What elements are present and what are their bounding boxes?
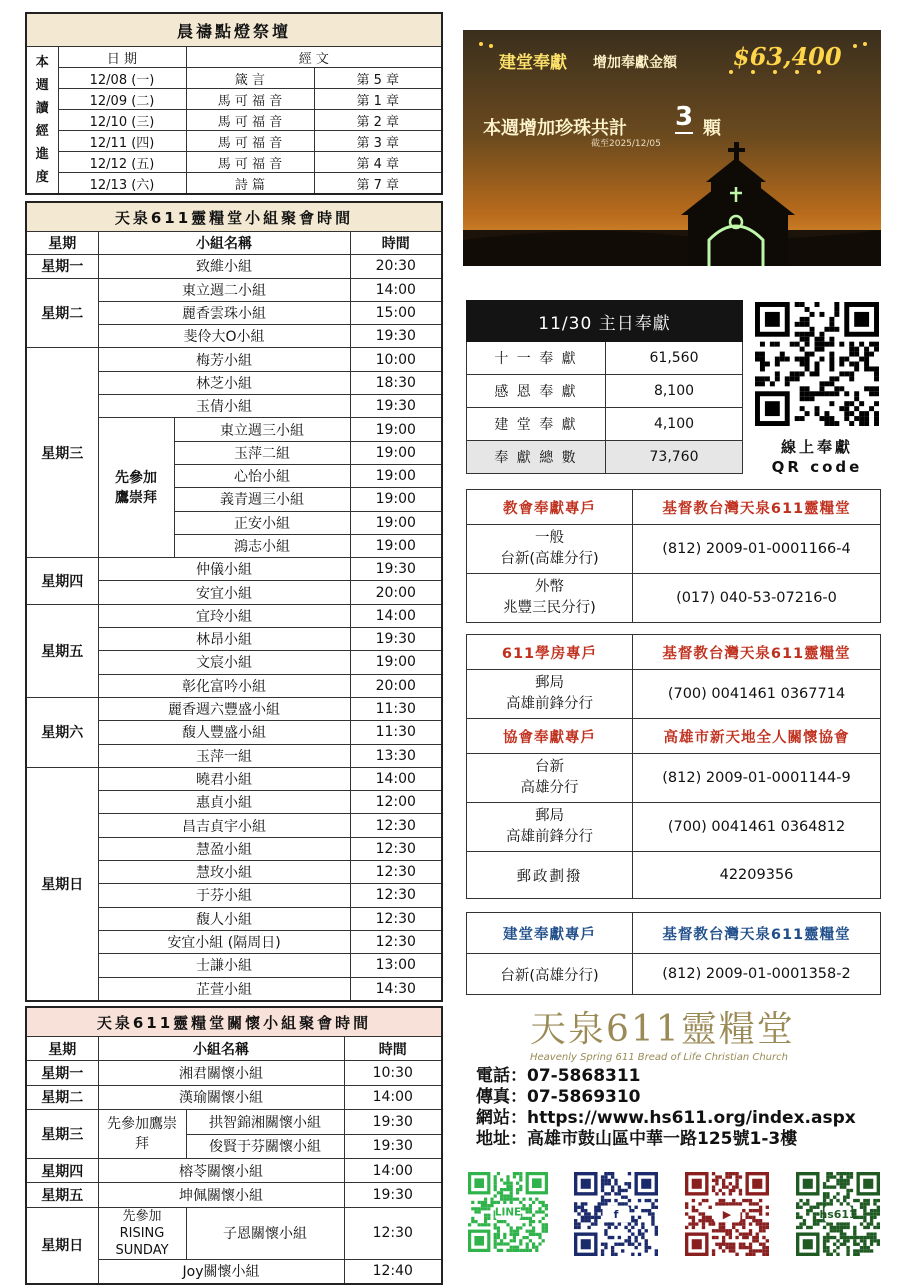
table-row: 星期四 仲儀小組 19:30	[26, 558, 442, 581]
table-row: 星期六 麗香週六豐盛小組 11:30	[26, 697, 442, 720]
day-label: 星期六	[26, 697, 98, 767]
col-group-name: 小組名稱	[98, 232, 350, 255]
table-row: 玉萍一組 13:30	[26, 744, 442, 767]
qr-caption-code: QR code	[771, 458, 863, 476]
reading-progress-label: 本 週 讀 經 進 度	[26, 47, 58, 195]
youtube-qr-icon[interactable]	[685, 1172, 769, 1256]
table-row: 玉萍二組 19:00	[26, 441, 442, 464]
col-day: 星期	[26, 1037, 98, 1061]
prayer-table	[25, 12, 443, 195]
banner-amount: $63,400	[733, 42, 842, 71]
col-scripture: 經 文	[186, 47, 442, 68]
group-schedule-table	[25, 201, 443, 1002]
banner-building-label: 建堂奉獻	[499, 53, 567, 73]
address: 地址：高雄市鼓山區中華一路125號1-3樓	[476, 1129, 798, 1149]
col-day: 星期	[26, 232, 98, 255]
banner-increase-label: 增加奉獻金額	[593, 55, 677, 71]
table-row: 士謙小組 13:00	[26, 954, 442, 977]
phone: 電話：07-5868311	[476, 1066, 641, 1086]
table-row: 林昂小組 19:30	[26, 628, 442, 651]
fax: 傳真：07-5869310	[476, 1087, 641, 1107]
table-row: 林芝小組 18:30	[26, 371, 442, 394]
prayer-title: 晨禱點燈祭壇	[26, 13, 442, 47]
table-row: 一般 台新(高雄分行) (812) 2009-01-0001166-4	[467, 525, 881, 574]
table-row: 惠貞小組 12:00	[26, 791, 442, 814]
table-row: 建 堂 奉 獻 4,100	[467, 408, 743, 441]
table-row: 感 恩 奉 獻 8,100	[467, 375, 743, 408]
banner-pearls-count: 3	[675, 102, 694, 132]
table-row: 心怡小組 19:00	[26, 464, 442, 487]
table-row: 台新 高雄分行 (812) 2009-01-0001144-9	[467, 754, 881, 803]
contact-info	[476, 1066, 856, 1150]
building-fund-banner	[463, 30, 881, 266]
study-account-table: 611學房專戶 基督教台灣天泉611靈糧堂 郵局 高雄前鋒分行 (700) 0041461 0367714 協會奉獻專戶 高雄市新天地全人關懷協會 台新 高雄分行 (812) 2009-01-0001144-9 郵局 高雄前鋒分行 (700) 0041461 0364812 郵政劃撥 42209356	[466, 634, 881, 899]
table-row: 文宸小組 19:00	[26, 651, 442, 674]
table-row: 馥人豐盛小組 11:30	[26, 721, 442, 744]
sunday-offering-table	[466, 300, 743, 474]
col-time: 時間	[344, 1037, 442, 1061]
table-row: 外幣 兆豐三民分行) (017) 040-53-07216-0	[467, 574, 881, 623]
table-row: 12/08 (一) 箴 言 第 5 章	[26, 68, 442, 89]
col-time: 時間	[350, 232, 442, 255]
website-qr-icon[interactable]	[796, 1172, 880, 1256]
table-row: 斐伶大O小組 19:30	[26, 325, 442, 348]
banner-pearls-prefix: 本週增加珍珠共計	[483, 118, 627, 139]
table-row: 正安小組 19:00	[26, 511, 442, 534]
banner-pearls-unit: 顆	[703, 118, 721, 139]
day-label: 星期四	[26, 558, 98, 605]
facebook-qr-icon[interactable]	[574, 1172, 658, 1256]
table-row: 義青週三小組 19:00	[26, 488, 442, 511]
table-row: 12/13 (六) 詩 篇 第 7 章	[26, 173, 442, 195]
qr-caption: 線上奉獻	[780, 438, 853, 456]
col-date: 日 期	[58, 47, 186, 68]
svg-text:LINE: LINE	[494, 1206, 522, 1219]
svg-text:hs611: hs611	[819, 1207, 857, 1221]
pre-worship-label: 先參加鷹崇 拜	[98, 1110, 186, 1159]
building-account-table: 建堂奉獻專戶 基督教台灣天泉611靈糧堂 台新(高雄分行) (812) 2009-01-0001358-2	[466, 912, 881, 995]
pre-worship-label: 先參加 鷹崇拜	[98, 418, 174, 558]
table-row: 玉倩小組 19:30	[26, 395, 442, 418]
table-row: 星期三 梅芳小組 10:00	[26, 348, 442, 371]
care-group-table	[25, 1006, 443, 1285]
care-group-title: 天泉611靈糧堂關懷小組聚會時間	[26, 1007, 442, 1037]
table-row: 星期四 榕苓關懷小組 14:00	[26, 1158, 442, 1182]
svg-text:f: f	[613, 1207, 619, 1221]
table-row: 于芬小組 12:30	[26, 884, 442, 907]
table-row: 12/09 (二) 馬 可 福 音 第 1 章	[26, 89, 442, 110]
table-row: 星期一 湘君關懷小組 10:30	[26, 1061, 442, 1085]
day-label: 星期一	[26, 255, 98, 278]
table-row: 12/12 (五) 馬 可 福 音 第 4 章	[26, 152, 442, 173]
table-row: 郵局 高雄前鋒分行 (700) 0041461 0364812	[467, 803, 881, 852]
table-row: 芷萱小組 14:30	[26, 977, 442, 1001]
table-row: 慧盈小組 12:30	[26, 837, 442, 860]
table-row: 安宜小組 20:00	[26, 581, 442, 604]
group-schedule-title: 天泉611靈糧堂小組聚會時間	[26, 202, 442, 232]
pre-rising-label: 先參加 RISING SUNDAY	[98, 1207, 186, 1259]
col-group-name: 小組名稱	[98, 1037, 344, 1061]
day-label: 星期日	[26, 767, 98, 1000]
table-row: Joy關懷小組 12:40	[26, 1259, 442, 1284]
table-row: 12/11 (四) 馬 可 福 音 第 3 章	[26, 131, 442, 152]
day-label: 星期二	[26, 278, 98, 348]
table-row: 昌吉貞宇小組 12:30	[26, 814, 442, 837]
table-row: 十 一 奉 獻 61,560	[467, 342, 743, 375]
table-row: 奉 獻 總 數 73,760	[467, 441, 743, 474]
table-row: 俊賢于芬關懷小組 19:30	[26, 1134, 442, 1158]
table-row: 星期三 先參加鷹崇 拜 拱智錦湘關懷小組 19:30	[26, 1110, 442, 1134]
table-row: 星期一 致維小組 20:30	[26, 255, 442, 278]
table-row: 星期二 漢瑜關懷小組 14:00	[26, 1085, 442, 1109]
offering-title: 11/30 主日奉獻	[467, 301, 743, 342]
website-link[interactable]: 網站：https://www.hs611.org/index.aspx	[476, 1108, 856, 1128]
table-row: 鴻志小組 19:00	[26, 534, 442, 557]
online-offering-qr-icon[interactable]	[755, 302, 879, 426]
table-row: 彰化富吟小組 20:00	[26, 674, 442, 697]
table-row: 星期日 先參加 RISING SUNDAY 子恩關懷小組 12:30	[26, 1207, 442, 1259]
table-row: 郵局 高雄前鋒分行 (700) 0041461 0367714	[467, 670, 881, 719]
day-label: 星期五	[26, 604, 98, 697]
banner-as-of: 截至2025/12/05	[591, 139, 661, 149]
svg-text:▶: ▶	[722, 1207, 732, 1221]
day-label: 星期三	[26, 348, 98, 558]
table-row: 星期五 宜玲小組 14:00	[26, 604, 442, 627]
table-row: 台新(高雄分行) (812) 2009-01-0001358-2	[467, 954, 881, 995]
table-row: 星期五 坤佩關懷小組 19:30	[26, 1183, 442, 1207]
table-row: 星期日 曉君小組 14:00	[26, 767, 442, 790]
table-row: 安宜小組 (隔周日) 12:30	[26, 930, 442, 953]
table-row: 馥人小組 12:30	[26, 907, 442, 930]
table-row: 麗香雲珠小組 15:00	[26, 301, 442, 324]
church-logo: 天泉611靈糧堂 Heavenly Spring 611 Bread of Life Christian Church	[530, 1009, 795, 1063]
table-row: 郵政劃撥 42209356	[467, 852, 881, 899]
table-row: 星期二 東立週二小組 14:00	[26, 278, 442, 301]
table-row: 慧玫小組 12:30	[26, 861, 442, 884]
table-row: 先參加 鷹崇拜 東立週三小組 19:00	[26, 418, 442, 441]
church-account-table: 教會奉獻專戶 基督教台灣天泉611靈糧堂 一般 台新(高雄分行) (812) 2009-01-0001166-4 外幣 兆豐三民分行) (017) 040-53-07216-0	[466, 489, 881, 623]
line-qr-icon[interactable]	[468, 1172, 548, 1252]
table-row: 12/10 (三) 馬 可 福 音 第 2 章	[26, 110, 442, 131]
